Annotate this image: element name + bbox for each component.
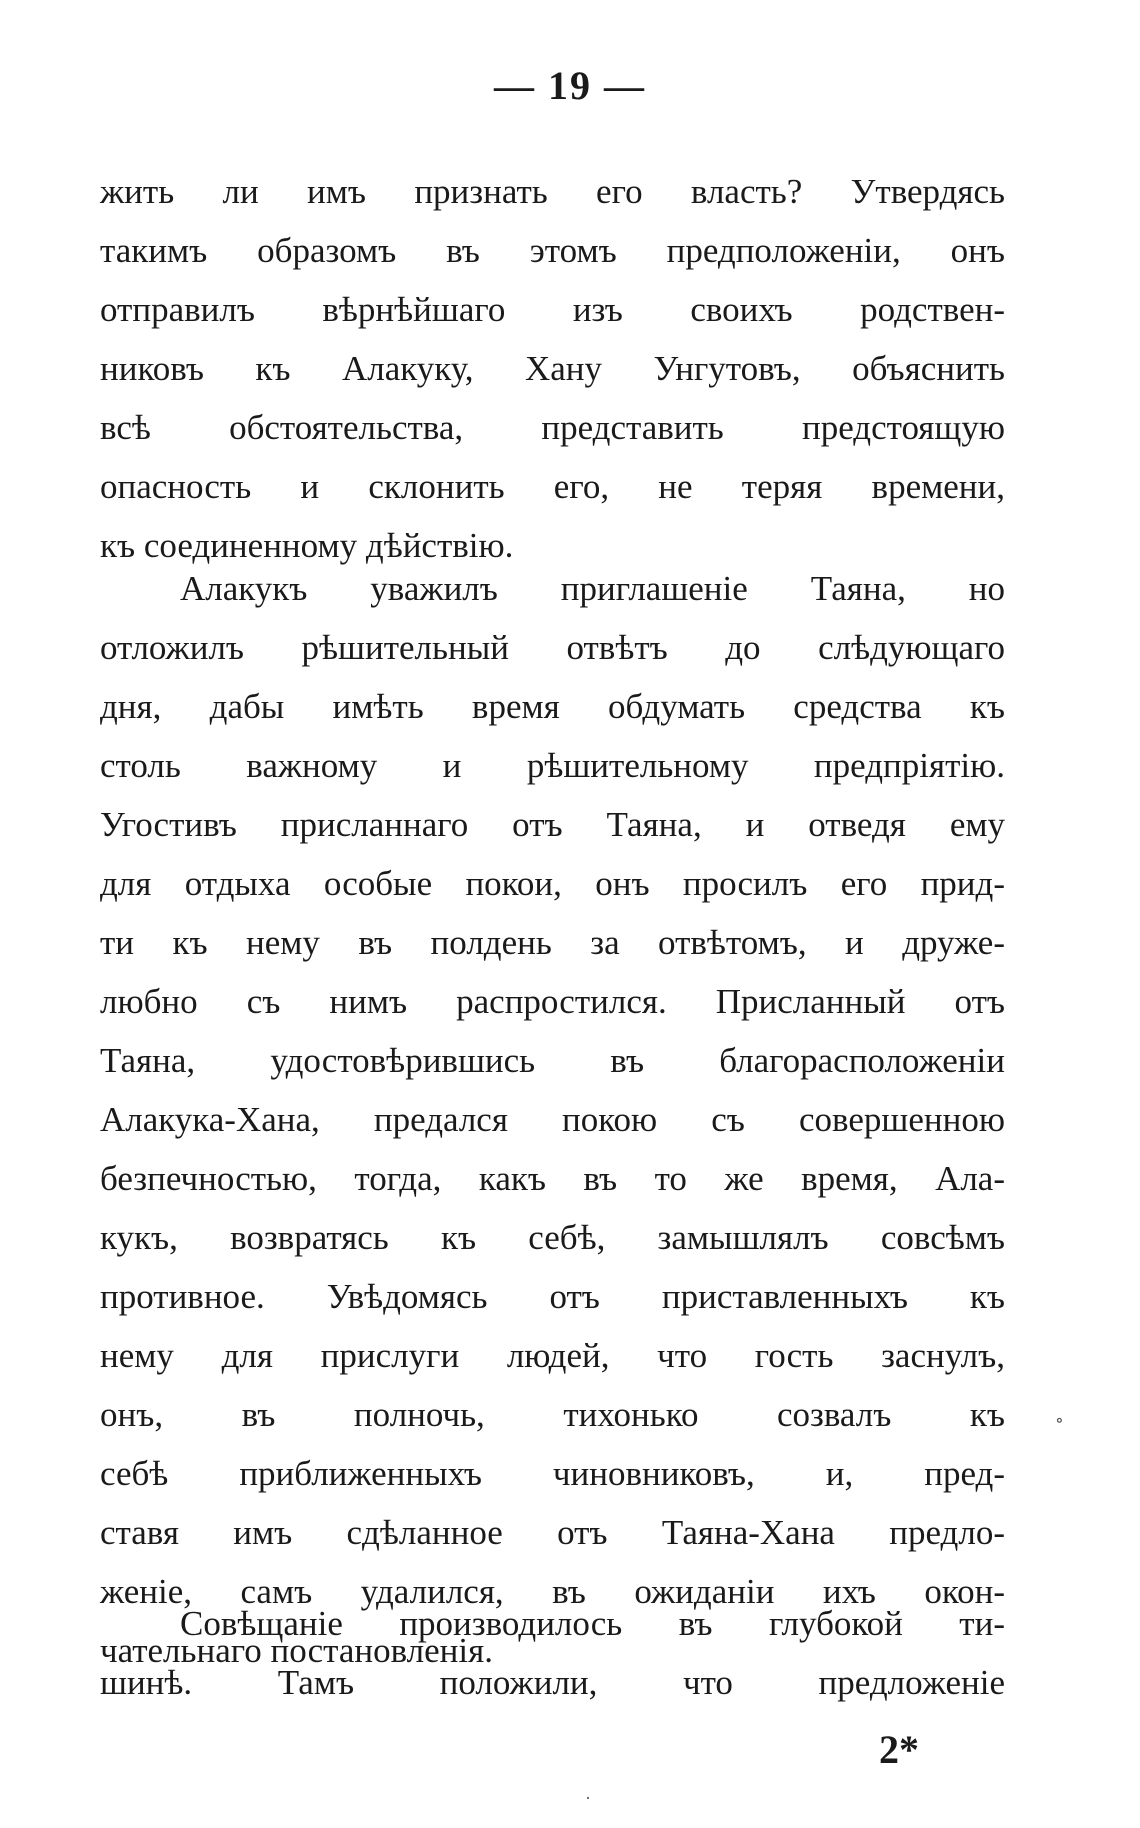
text-line: никовъ къ Алакуку, Хану Унгутовъ, объяснить — [100, 349, 1005, 388]
text-line: ти къ нему въ полдень за отвѣтомъ, и друже- — [100, 923, 1005, 962]
text-line: безпечностью, тогда, какъ въ то же время, Ала- — [100, 1159, 1005, 1198]
text-line: Угостивъ присланнаго отъ Таяна, и отведя ему — [100, 805, 1005, 844]
page-number-header: — 19 — — [494, 63, 646, 108]
text-line: ставя имъ сдѣланное отъ Таяна-Хана предло- — [100, 1513, 1005, 1552]
text-line: кукъ, возвратясь къ себѣ, замышлялъ совсѣмъ — [100, 1218, 1005, 1257]
text-line: противное. Увѣдомясь отъ приставленныхъ къ — [100, 1277, 1005, 1316]
text-line: жить ли имъ признать его власть? Утвердясь — [100, 172, 1005, 211]
text-line: такимъ образомъ въ этомъ предположеніи, онъ — [100, 231, 1005, 270]
text-line: себѣ приближенныхъ чиновниковъ, и, пред- — [100, 1454, 1005, 1493]
text-line: Таяна, удостовѣрившись въ благорасположеніи — [100, 1041, 1005, 1080]
text-line: Алакука-Хана, предался покою съ совершенною — [100, 1100, 1005, 1139]
text-line: онъ, въ полночь, тихонько созвалъ къ — [100, 1395, 1005, 1434]
text-line: всѣ обстоятельства, представить предстоящую — [100, 408, 1005, 447]
text-line: опасность и склонить его, не теряя времени, — [100, 467, 1005, 506]
paragraph-3 — [100, 1594, 1005, 1712]
text-line: дня, дабы имѣть время обдумать средства къ — [100, 687, 1005, 726]
stray-ink-mark: · — [585, 1788, 591, 1808]
text-line: любно съ нимъ распростился. Присланный отъ — [100, 982, 1005, 1021]
paragraph-1 — [100, 162, 1005, 575]
text-line: отложилъ рѣшительный отвѣтъ до слѣдующаго — [100, 628, 1005, 667]
text-line: чательнаго постановленія. — [100, 1631, 493, 1670]
text-line: Алакукъ уважилъ приглашеніе Таяна, но — [180, 569, 1005, 608]
text-line: отправилъ вѣрнѣйшаго изъ своихъ родствен- — [100, 290, 1005, 329]
text-line: для отдыха особые покои, онъ просилъ его прид- — [100, 864, 1005, 903]
paragraph-2 — [100, 559, 1005, 1680]
text-line: столь важному и рѣшительному предпріятію. — [100, 746, 1005, 785]
text-line: къ соединенному дѣйствію. — [100, 526, 514, 565]
signature-mark: 2* — [879, 1727, 919, 1772]
text-line: женіе, самъ удалился, въ ожиданіи ихъ окон- — [100, 1572, 1005, 1611]
text-line: шинѣ. Тамъ положили, что предложеніе — [100, 1663, 1005, 1702]
text-line: нему для прислуги людей, что гость заснулъ, — [100, 1336, 1005, 1375]
stray-ink-mark: ∘ — [1055, 1410, 1064, 1430]
text-line: Совѣщаніе производилось въ глубокой ти- — [180, 1604, 1005, 1643]
